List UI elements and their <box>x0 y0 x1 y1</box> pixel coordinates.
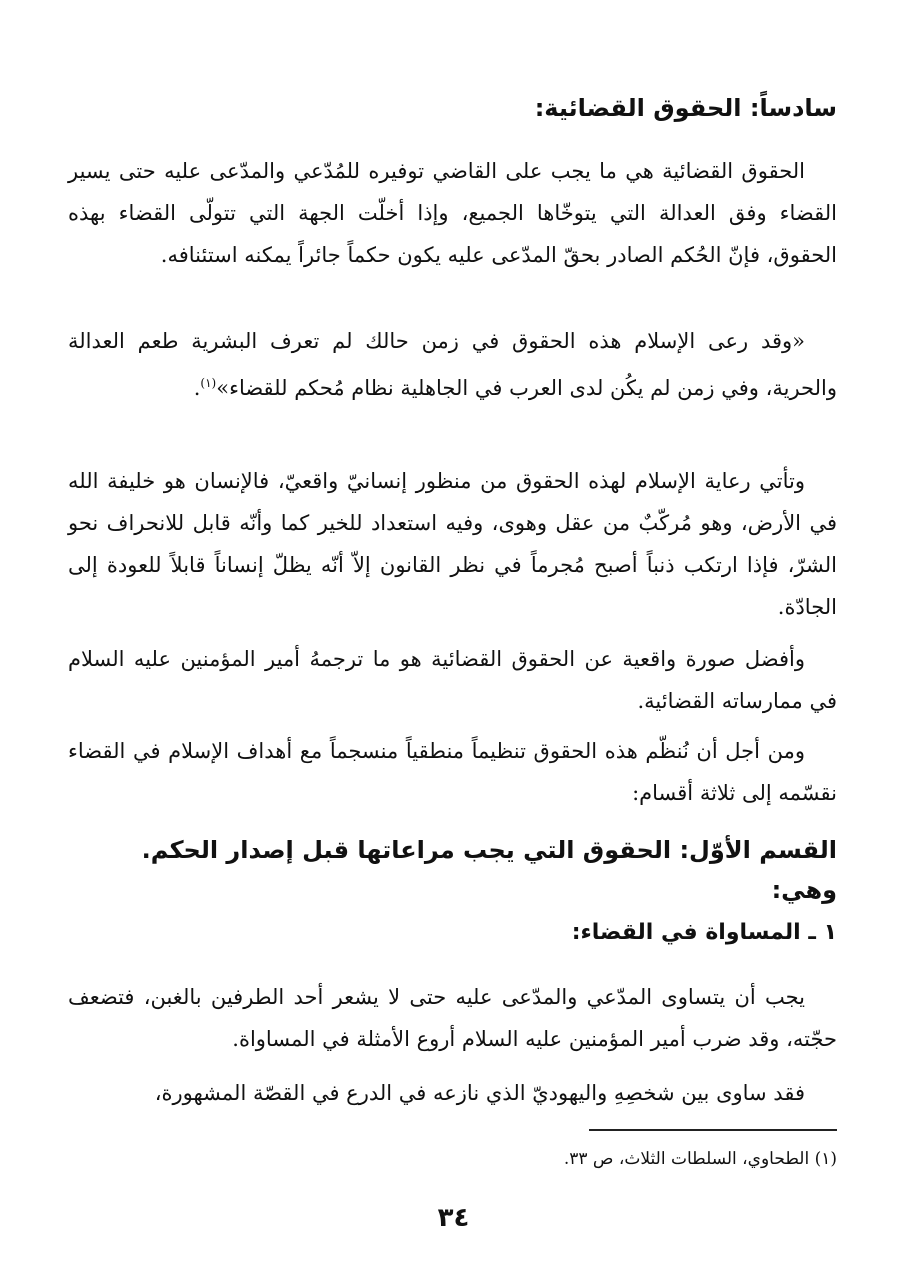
paragraph-2-quote <box>68 320 837 409</box>
footnote-divider <box>589 1129 837 1131</box>
paragraph-6: يجب أن يتساوى المدّعي والمدّعى عليه حتى لا يشعر أحد الطرفين بالغبن، فتضعف حجّته، وقد ضرب أمير المؤمنين عليه السلام أروع الأمثلة في المساواة. <box>68 985 837 1051</box>
paragraph-1: الحقوق القضائية هي ما يجب على القاضي توفيره للمُدّعي والمدّعى عليه حتى يسير القضاء وفق العدالة التي يتوخّاها الجميع، وإذا أخلّت الجهة التي تتولّى القضاء بهذه الحقوق، فإنّ الحُكم الصادر بحقّ المدّعى عليه يكون حكماً جائراً يمكنه استئنافه. <box>68 159 837 267</box>
paragraph-5: ومن أجل أن نُنظّم هذه الحقوق تنظيماً منطقياً منسجماً مع أهداف الإسلام في القضاء نقسّمه إلى ثلاثة أقسام: <box>68 739 837 805</box>
quote-text: «وقد رعى الإسلام هذه الحقوق في زمن حالك لم تعرف البشرية طعم العدالة والحرية، وفي زمن لم يكُن لدى العرب في الجاهلية نظام مُحكم للقضاء» <box>68 329 837 400</box>
paragraph-3: وتأتي رعاية الإسلام لهذه الحقوق من منظور إنسانيّ واقعيّ، فالإنسان هو خليفة الله في الأرض، وهو مُركّبٌ من عقل وهوى، وفيه استعداد للخير كما وأنّه قابل للانحراف نحو الشرّ، فإذا ارتكب ذنباً أصبح مُجرماً في نظر القانون إلاّ أنّه يظلّ إنساناً قابلاً للعودة إلى الجادّة. <box>68 469 837 619</box>
paragraph-7: فقد ساوى بين شخصِهِ واليهوديّ الذي نازعه في الدرع في القصّة المشهورة، <box>154 1081 805 1105</box>
footnote-reference: (١) <box>200 376 217 390</box>
section-heading: سادساً: الحقوق القضائية: <box>534 94 837 122</box>
subsection-heading: ١ ـ المساواة في القضاء: <box>571 920 837 945</box>
quote-end: . <box>193 376 201 400</box>
paragraph-4: وأفضل صورة واقعية عن الحقوق القضائية هو ما ترجمهُ أمير المؤمنين عليه السلام في ممارساته القضائية. <box>68 647 837 713</box>
footnote: (١) الطحاوي، السلطات الثلاث، ص ٣٣. <box>563 1149 837 1169</box>
part-heading: القسم الأوّل: الحقوق التي يجب مراعاتها قبل إصدار الحكم. وهي: <box>141 836 837 904</box>
page-number: ٣٤ <box>437 1203 470 1233</box>
